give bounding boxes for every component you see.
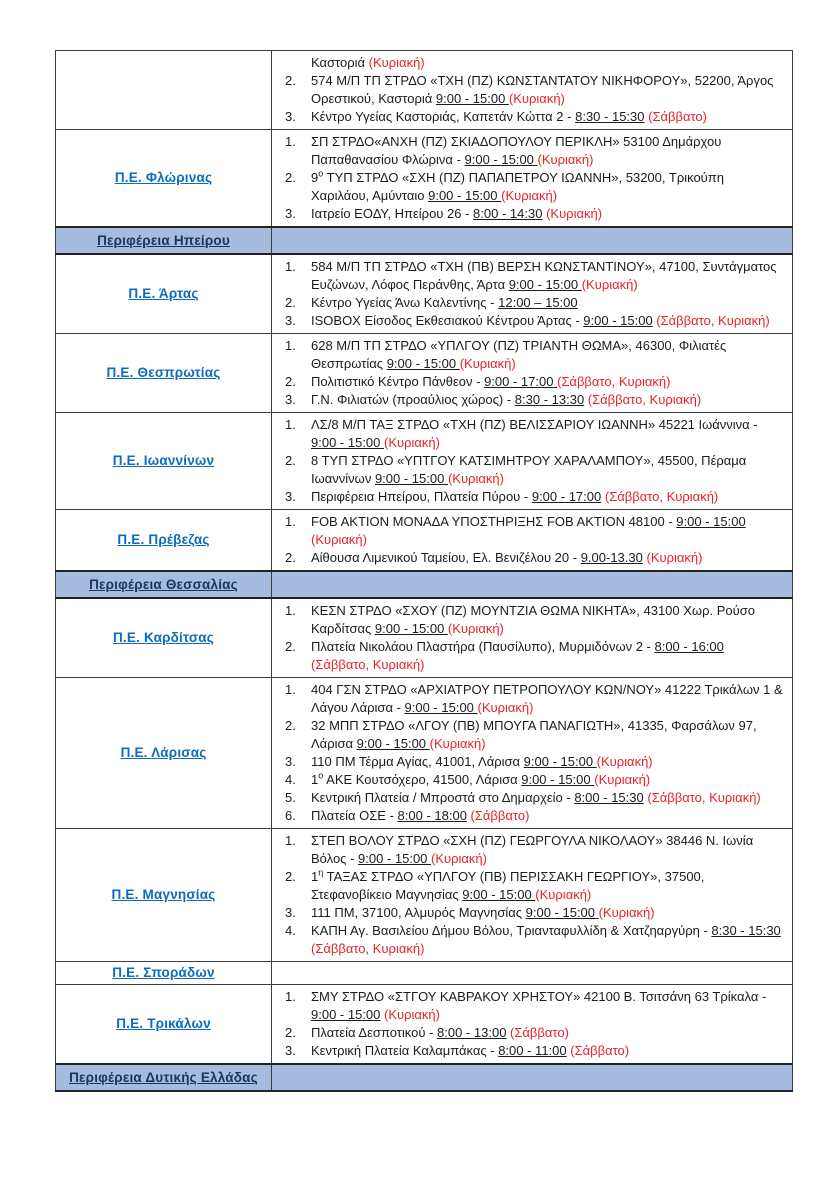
ordinal-superscript: ο: [318, 168, 324, 179]
item-number: 2.: [285, 73, 296, 88]
time-range: 9:00 - 15:00: [508, 277, 582, 292]
day-note: (Κυριακή): [429, 736, 486, 751]
day-note: (Κυριακή): [384, 435, 440, 450]
time-range: 9:00 - 15:00: [523, 754, 597, 769]
list-item: [272, 133, 784, 169]
time-range: 9:00 - 15:00: [676, 514, 746, 529]
region-label: Περιφέρεια Δυτικής Ελλάδας: [69, 1069, 258, 1085]
list-item: [272, 549, 784, 567]
list-item: [272, 373, 784, 391]
item-number: 1.: [285, 682, 296, 697]
time-range: 9:00 - 15:00: [521, 772, 595, 787]
time-range: 9:00 - 15:00: [525, 905, 599, 920]
list-item: [272, 312, 784, 330]
unit-row: [56, 678, 793, 829]
unit-row: [56, 985, 793, 1065]
item-text: ΑΚΕ Κουτσόχερο, 41500, Λάρισα: [323, 772, 522, 787]
item-number: 1.: [285, 514, 296, 529]
item-text: ΤΑΞΑΣ ΣΤΡΔΟ «ΥΠΛΓΟΥ (ΠΒ) ΠΕΡΙΣΣΑΚΗ ΓΕΩΡΓΙΟΥ», 37500, Στεφανοβίκειο Μαγνησίας: [311, 869, 705, 902]
unit-items-cell: [272, 985, 793, 1065]
list-item: [272, 717, 784, 753]
item-text: 9: [311, 170, 319, 185]
day-note: (Σάββατο, Κυριακή): [557, 374, 671, 389]
item-number: 3.: [285, 489, 296, 504]
day-note: (Σάββατο): [648, 109, 707, 124]
ordinal-superscript: η: [318, 867, 324, 878]
list-item: [272, 789, 784, 807]
day-note: (Κυριακή): [546, 206, 603, 221]
item-number: 2.: [285, 170, 296, 185]
item-number: 3.: [285, 392, 296, 407]
time-range: 8:00 - 11:00: [498, 1043, 567, 1058]
unit-items-cell: [272, 598, 793, 678]
day-note: (Κυριακή): [459, 356, 516, 371]
item-text: 32 ΜΠΠ ΣΤΡΔΟ «ΛΓΟΥ (ΠΒ) ΜΠΟΥΓΑ ΠΑΝΑΓΙΩΤΗ», 41335, Φαρσάλων 97, Λάρισα: [311, 718, 757, 751]
unit-items-cell: [272, 413, 793, 510]
item-text: 628 Μ/Π ΤΠ ΣΤΡΔΟ «ΥΠΛΓΟΥ (ΠΖ) ΤΡΙΑΝΤΗ ΘΩΜΑ», 46300, Φιλιατές Θεσπρωτίας: [311, 338, 727, 371]
unit-items-cell: [272, 962, 793, 985]
unit-label-cell: [56, 962, 272, 985]
day-note: (Κυριακή): [594, 772, 651, 787]
item-number: 2.: [285, 718, 296, 733]
unit-row: [56, 510, 793, 572]
item-text: 574 Μ/Π ΤΠ ΣΤΡΔΟ «ΤΧΗ (ΠΖ) ΚΩΝΣΤΑΝΤΑΤΟΥ ΝΙΚΗΦΟΡΟΥ», 52200, Άργος Ορεστικού, Καστοριά: [311, 73, 774, 106]
item-text: 1: [311, 772, 319, 787]
item-number: 1.: [285, 417, 296, 432]
item-number: 1.: [285, 338, 296, 353]
item-number: 1.: [285, 833, 296, 848]
unit-label: Π.Ε. Μαγνησίας: [111, 887, 216, 902]
item-number: 1.: [285, 134, 296, 149]
list-item: [272, 681, 784, 717]
day-note: (Σάββατο): [570, 1043, 630, 1058]
region-header-row: [56, 571, 793, 598]
item-text: Πλατεία Νικολάου Πλαστήρα (Παυσίλυπο), Μυρμιδόνων 2 -: [311, 639, 655, 654]
item-number: 5.: [285, 790, 296, 805]
time-range: 9:00 - 15:00: [583, 313, 653, 328]
list-item: [272, 108, 784, 126]
unit-label-cell: [56, 510, 272, 572]
locations-table: [55, 50, 793, 1092]
time-range: 9.00-13.30: [580, 550, 643, 565]
item-text: ΣΠ ΣΤΡΔΟ«ΑΝΧΗ (ΠΖ) ΣΚΙΑΔΟΠΟΥΛΟΥ ΠΕΡΙΚΛΗ» 53100 Δημάρχου Παπαθανασίου Φλώρινα -: [311, 134, 722, 167]
unit-label-cell: [56, 985, 272, 1065]
unit-items-cell: [272, 130, 793, 228]
time-range: 8:00 - 14:30: [473, 206, 543, 221]
time-range: 9:00 - 15:00: [404, 700, 478, 715]
item-number: 2.: [285, 1025, 296, 1040]
ordinal-superscript: ο: [318, 770, 324, 781]
list-item: [272, 868, 784, 904]
list-item: [272, 294, 784, 312]
item-number: 3.: [285, 905, 296, 920]
time-range: 9:00 - 17:00: [484, 374, 558, 389]
unit-label-cell: [56, 51, 272, 130]
list-item: [272, 452, 784, 488]
list-item: [272, 488, 784, 506]
region-header-cell: [56, 227, 272, 254]
day-note: (Σάββατο, Κυριακή): [311, 941, 425, 956]
region-header-cell: [56, 1064, 272, 1091]
locations-table-body: [56, 51, 793, 1092]
item-text: 584 Μ/Π ΤΠ ΣΤΡΔΟ «ΤΧΗ (ΠΒ) ΒΕΡΣΗ ΚΩΝΣΤΑΝΤΙΝΟΥ», 47100, Συντάγματος Ευζώνων, Λόφος Περάνθης, Άρτα: [311, 259, 777, 292]
list-item: [272, 258, 784, 294]
day-note: (Κυριακή): [477, 700, 534, 715]
item-text: Πλατεία ΟΣΕ -: [311, 808, 398, 823]
unit-items-cell: [272, 334, 793, 413]
region-header-row: [56, 1064, 793, 1091]
day-note: (Κυριακή): [384, 1007, 440, 1022]
unit-label-cell: [56, 413, 272, 510]
list-item: [272, 753, 784, 771]
list-item: [272, 1024, 784, 1042]
time-range: 9:00 - 17:00: [531, 489, 602, 504]
item-number: 2.: [285, 550, 296, 565]
unit-row: [56, 962, 793, 985]
day-note: (Κυριακή): [598, 905, 655, 920]
list-item: [272, 391, 784, 409]
unit-label: Π.Ε. Θεσπρωτίας: [106, 365, 221, 380]
list-item: [272, 638, 784, 674]
list-item: [272, 416, 784, 452]
day-note: (Κυριακή): [447, 621, 504, 636]
unit-label-cell: [56, 598, 272, 678]
item-text: Αίθουσα Λιμενικού Ταμείου, Ελ. Βενιζέλου 20 -: [311, 550, 581, 565]
unit-row: [56, 334, 793, 413]
time-range: 8:00 - 16:00: [654, 639, 724, 654]
list-item: [272, 513, 784, 549]
unit-label-cell: [56, 829, 272, 962]
item-number: 2.: [285, 869, 296, 884]
time-range: 8:30 - 13:30: [514, 392, 585, 407]
time-range: 9:00 - 15:00: [435, 91, 509, 106]
day-note: (Κυριακή): [501, 188, 558, 203]
unit-label-cell: [56, 678, 272, 829]
item-number: 6.: [285, 808, 296, 823]
list-item: [272, 1042, 784, 1060]
item-number: 3.: [285, 1043, 296, 1058]
item-text: ΣΤΕΠ ΒΟΛΟΥ ΣΤΡΔΟ «ΣΧΗ (ΠΖ) ΓΕΩΡΓΟΥΛΑ ΝΙΚΟΛΑΟΥ» 38446 Ν. Ιωνία Βόλος -: [311, 833, 754, 866]
day-note: (Σάββατο, Κυριακή): [311, 657, 425, 672]
item-text: Κεντρική Πλατεία / Μπροστά στο Δημαρχείο -: [311, 790, 575, 805]
time-range: 8:30 - 15:30: [711, 923, 781, 938]
time-range: 9:00 - 15:00: [428, 188, 502, 203]
unit-row: [56, 598, 793, 678]
list-item: [272, 602, 784, 638]
region-header-empty-cell: [272, 227, 793, 254]
item-text: 111 ΠΜ, 37100, Αλμυρός Μαγνησίας: [311, 905, 526, 920]
time-range: 8:30 - 15:30: [575, 109, 645, 124]
time-range: 8:00 - 18:00: [397, 808, 467, 823]
item-number: 2.: [285, 374, 296, 389]
day-note: (Κυριακή): [537, 152, 594, 167]
unit-label: Π.Ε. Τρικάλων: [116, 1016, 211, 1031]
time-range: 9:00 - 15:00: [374, 471, 448, 486]
day-note: (Σάββατο, Κυριακή): [587, 392, 702, 407]
unit-items-cell: [272, 678, 793, 829]
unit-row: [56, 51, 793, 130]
day-note: (Κυριακή): [311, 532, 367, 547]
time-range: 9:00 - 15:00: [356, 736, 430, 751]
region-header-empty-cell: [272, 1064, 793, 1091]
unit-label: Π.Ε. Άρτας: [128, 286, 199, 301]
time-range: 9:00 - 15:00: [311, 435, 384, 450]
unit-items-cell: [272, 254, 793, 334]
unit-label: Π.Ε. Φλώρινας: [114, 170, 213, 185]
item-number: 1.: [285, 259, 296, 274]
unit-label-cell: [56, 130, 272, 228]
item-text: ΛΣ/8 Μ/Π ΤΑΞ ΣΤΡΔΟ «ΤΧΗ (ΠΖ) ΒΕΛΙΣΣΑΡΙΟΥ ΙΩΑΝΝΗ» 45221 Ιωάννινα -: [311, 417, 758, 432]
region-header-row: [56, 227, 793, 254]
unit-row: [56, 413, 793, 510]
item-text: FOB AKTION ΜΟΝΑΔΑ ΥΠΟΣΤΗΡΙΞΗΣ FOB AKTION 48100 -: [311, 514, 677, 529]
list-item: [272, 771, 784, 789]
list-item: [272, 337, 784, 373]
list-item: [272, 205, 784, 223]
unit-items-cell: [272, 829, 793, 962]
day-note: (Σάββατο): [470, 808, 530, 823]
item-number: 4.: [285, 772, 296, 787]
unit-items-cell: [272, 510, 793, 572]
time-range: 9:00 - 15:00: [358, 851, 432, 866]
item-number: 2.: [285, 639, 296, 654]
item-number: 3.: [285, 206, 296, 221]
time-range: 12:00 – 15:00: [498, 295, 578, 310]
item-number: 3.: [285, 313, 296, 328]
list-item: [272, 807, 784, 825]
item-number: 1.: [285, 603, 296, 618]
item-text: ΚΑΠΗ Αγ. Βασιλείου Δήμου Βόλου, Τριανταφυλλίδη & Χατζηαργύρη -: [311, 923, 712, 938]
item-text: ΚΕΣΝ ΣΤΡΔΟ «ΣΧΟΥ (ΠΖ) ΜΟΥΝΤΖΙΑ ΘΩΜΑ ΝΙΚΗΤΑ», 43100 Χωρ. Ρούσο Καρδίτσας: [311, 603, 755, 636]
region-label: Περιφέρεια Θεσσαλίας: [89, 576, 238, 592]
item-text: 1: [311, 869, 319, 884]
day-note: (Κυριακή): [508, 91, 565, 106]
item-text: 404 ΓΣΝ ΣΤΡΔΟ «ΑΡΧΙΑΤΡΟΥ ΠΕΤΡΟΠΟΥΛΟΥ ΚΩΝ/ΝΟΥ» 41222 Τρικάλων 1 & Λάγου Λάρισα -: [311, 682, 783, 715]
region-header-cell: [56, 571, 272, 598]
day-note: (Σάββατο): [510, 1025, 569, 1040]
day-note: (Σάββατο, Κυριακή): [647, 790, 761, 805]
item-text: Κεντρική Πλατεία Καλαμπάκας -: [311, 1043, 499, 1058]
day-note: (Κυριακή): [535, 887, 592, 902]
time-range: 9:00 - 15:00: [462, 887, 536, 902]
list-item: [272, 832, 784, 868]
item-text: 8 ΤΥΠ ΣΤΡΔΟ «ΥΠΤΓΟΥ ΚΑΤΣΙΜΗΤΡΟΥ ΧΑΡΑΛΑΜΠΟΥ», 45500, Πέραμα Ιωαννίνων: [311, 453, 747, 486]
item-number: 3.: [285, 109, 296, 124]
day-note: (Κυριακή): [431, 851, 487, 866]
item-text: Καστοριά: [311, 55, 369, 70]
day-note: (Κυριακή): [447, 471, 504, 486]
time-range: 8:00 - 13:00: [437, 1025, 507, 1040]
region-label: Περιφέρεια Ηπείρου: [97, 232, 230, 248]
item-text: Πολιτιστικό Κέντρο Πάνθεον -: [311, 374, 485, 389]
unit-label: Π.Ε. Σποράδων: [112, 965, 215, 980]
item-text: Πλατεία Δεσποτικού -: [311, 1025, 438, 1040]
item-text: Ιατρείο ΕΟΔΥ, Ηπείρου 26 -: [311, 206, 474, 221]
item-text: Γ.Ν. Φιλιατών (προαύλιος χώρος) -: [311, 392, 515, 407]
unit-row: [56, 829, 793, 962]
list-item: [272, 904, 784, 922]
item-number: 4.: [285, 923, 296, 938]
time-range: 9:00 - 15:00: [374, 621, 448, 636]
item-text: ISOBOX Είσοδος Εκθεσιακού Κέντρου Άρτας -: [311, 313, 584, 328]
time-range: 9:00 - 15:00: [311, 1007, 381, 1022]
time-range: 9:00 - 15:00: [386, 356, 460, 371]
region-header-empty-cell: [272, 571, 793, 598]
time-range: 9:00 - 15:00: [464, 152, 538, 167]
unit-row: [56, 254, 793, 334]
day-note: (Κυριακή): [646, 550, 703, 565]
list-item: [272, 54, 784, 72]
unit-label: Π.Ε. Πρέβεζας: [117, 532, 210, 547]
item-text: ΣΜΥ ΣΤΡΔΟ «ΣΤΓΟΥ ΚΑΒΡΑΚΟΥ ΧΡΗΣΤΟΥ» 42100 Β. Τσιτσάνη 63 Τρίκαλα -: [311, 989, 767, 1004]
list-item: [272, 988, 784, 1024]
unit-label-cell: [56, 334, 272, 413]
list-item: [272, 169, 784, 205]
item-text: Κέντρο Υγείας Καστοριάς, Καπετάν Κώττα 2 -: [311, 109, 576, 124]
item-number: 1.: [285, 989, 296, 1004]
unit-items-cell: [272, 51, 793, 130]
day-note: (Κυριακή): [581, 277, 638, 292]
unit-label: Π.Ε. Καρδίτσας: [112, 630, 215, 645]
item-text: Κέντρο Υγείας Άνω Καλεντίνης -: [311, 295, 499, 310]
day-note: (Σάββατο, Κυριακή): [656, 313, 770, 328]
day-note: (Κυριακή): [596, 754, 653, 769]
list-item: [272, 922, 784, 958]
item-text: Περιφέρεια Ηπείρου, Πλατεία Πύρου -: [311, 489, 532, 504]
unit-label-cell: [56, 254, 272, 334]
day-note: (Σάββατο, Κυριακή): [604, 489, 719, 504]
item-number: 2.: [285, 453, 296, 468]
day-note: (Κυριακή): [368, 55, 425, 70]
item-number: 2.: [285, 295, 296, 310]
unit-row: [56, 130, 793, 228]
unit-label: Π.Ε. Λάρισας: [120, 745, 207, 760]
list-item: [272, 72, 784, 108]
item-number: 3.: [285, 754, 296, 769]
item-text: ΤΥΠ ΣΤΡΔΟ «ΣΧΗ (ΠΖ) ΠΑΠΑΠΕΤΡΟΥ ΙΩΑΝΝΗ», 53200, Τρικούπη Χαριλάου, Αμύνταιο: [311, 170, 724, 203]
unit-label: Π.Ε. Ιωαννίνων: [112, 453, 215, 468]
time-range: 8:00 - 15:30: [574, 790, 644, 805]
item-text: 110 ΠΜ Τέρμα Αγίας, 41001, Λάρισα: [311, 754, 524, 769]
